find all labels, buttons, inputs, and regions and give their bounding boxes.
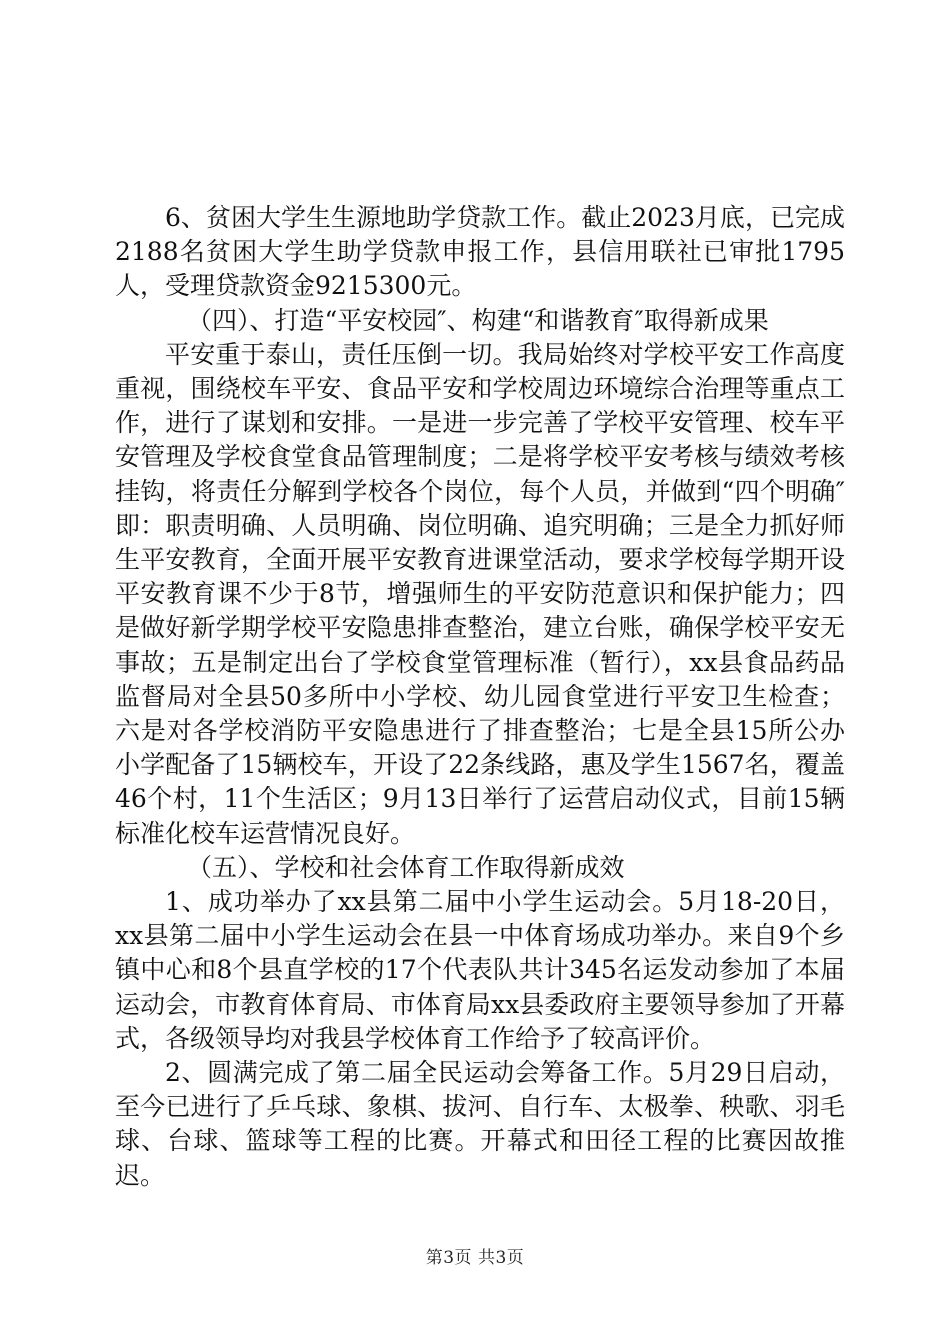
paragraph-campus-safety: 平安重于泰山，责任压倒一切。我局始终对学校平安工作高度重视，围绕校车平安、食品平安和学校周边环境综合治理等重点工作，进行了谋划和安排。一是进一步完善了学校平安管理、校车平安管理及学校食堂食品管理制度；二是将学校平安考核与绩效考核挂钩，将责任分解到学校各个岗位，每个人员，并做到“四个明确″即：职责明确、人员明确、岗位明确、追究明确；三是全力抓好师生平安教育，全面开展平安教育进课堂活动，要求学校每学期开设平安教育课不少于8节，增强师生的平安防范意识和保护能力；四是做好新学期学校平安隐患排查整治，建立台账，确保学校平安无事故；五是制定出台了学校食堂管理标准（暂行），xx县食品药品监督局对全县50多所中小学校、幼儿园食堂进行平安卫生检查；六是对各学校消防平安隐患进行了排查整治；七是全县15所公办小学配备了15辆校车，开设了22条线路，惠及学生1567名，覆盖46个村，11个生活区；9月13日举行了运营启动仪式，目前15辆标准化校车运营情况良好。 — [115, 339, 845, 848]
document-body — [115, 201, 845, 1193]
section-heading-sports: （五）、学校和社会体育工作取得新成效 — [187, 852, 625, 882]
section-heading-safe-campus: （四）、打造“平安校园″、构建“和谐教育″取得新成果 — [187, 305, 769, 335]
paragraph-national-games: 2、圆满完成了第二届全民运动会筹备工作。5月29日启动，至今已进行了乒乓球、象棋、拔河、自行车、太极拳、秧歌、羽毛球、台球、篮球等工程的比赛。开幕式和田径工程的比赛因故推迟。 — [115, 1058, 845, 1190]
page-indicator: 第3页 共3页 — [425, 1248, 525, 1268]
paragraph-student-loans: 6、贫困大学生生源地助学贷款工作。截止2023月底，已完成2188名贫困大学生助学贷款申报工作，县信用联社已审批1795人，受理贷款资金9215300元。 — [115, 203, 845, 301]
page-footer — [0, 1243, 950, 1268]
paragraph-student-games: 1、成功举办了xx县第二届中小学生运动会。5月18-20日，xx县第二届中小学生运动会在县一中体育场成功举办。来自9个乡镇中心和8个县直学校的17个代表队共计345名运发动参加了本届运动会，市教育体育局、市体育局xx县委政府主要领导参加了开幕式，各级领导均对我县学校体育工作给予了较高评价。 — [115, 887, 845, 1053]
